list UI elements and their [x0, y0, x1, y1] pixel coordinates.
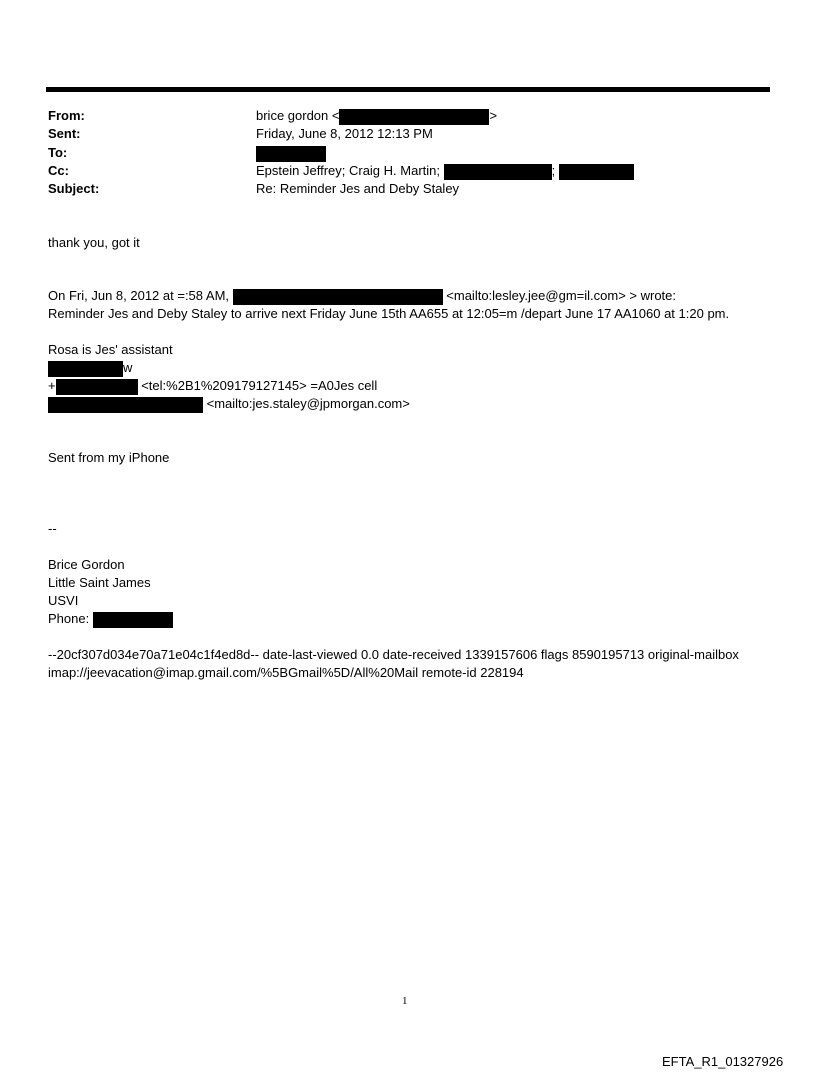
sent-value: Friday, June 8, 2012 12:13 PM [256, 126, 433, 141]
metadata-line-1: --20cf307d034e70a71e04c1f4ed8d-- date-last-viewed 0.0 date-received 1339157606 flags 8590195713 original-mailbox [48, 647, 739, 662]
to-value [256, 144, 326, 162]
header-rule [46, 87, 770, 92]
redaction-block [256, 146, 326, 162]
sent-label: Sent: [48, 126, 81, 141]
redaction-block [233, 289, 443, 305]
redaction-block [339, 109, 489, 125]
plus-sign: + [48, 378, 56, 393]
cc-separator: ; [551, 163, 556, 178]
tel-line [48, 377, 377, 395]
assistant-line: Rosa is Jes' assistant [48, 342, 173, 357]
subject-value: Re: Reminder Jes and Deby Staley [256, 181, 460, 196]
from-label: From: [48, 108, 85, 123]
signature-name: Brice Gordon [48, 557, 125, 572]
to-label: To: [48, 145, 68, 160]
redaction-block [559, 164, 634, 180]
page-number: 1 [402, 995, 408, 1007]
subject-label: Subject: [48, 181, 100, 196]
signature-region: USVI [48, 593, 79, 608]
phone-label: Phone: [48, 611, 90, 626]
reply-text: thank you, got it [48, 235, 140, 250]
sent-from: Sent from my iPhone [48, 450, 170, 465]
cc-value [256, 162, 634, 180]
redaction-block [56, 379, 138, 395]
document-id: EFTA_R1_01327926 [662, 1054, 784, 1069]
quote-intro-prefix: On Fri, Jun 8, 2012 at =:58 AM, [48, 288, 230, 303]
redaction-block [93, 612, 173, 628]
cc-names: Epstein Jeffrey; Craig H. Martin; [256, 163, 440, 178]
from-name: brice gordon < [256, 108, 340, 123]
redaction-block [444, 164, 552, 180]
reminder-line: Reminder Jes and Deby Staley to arrive next Friday June 15th AA655 at 12:05=m /depart June 17 AA1060 at 1:20 pm. [48, 306, 730, 321]
mailto-text: <mailto:jes.staley@jpmorgan.com> [206, 396, 410, 411]
redaction-block [48, 361, 123, 377]
cc-label: Cc: [48, 163, 69, 178]
from-close: > [489, 108, 498, 123]
signature-phone [48, 610, 173, 628]
metadata-line-2: imap://jeevacation@imap.gmail.com/%5BGmail%5D/All%20Mail remote-id 228194 [48, 665, 524, 680]
signature-separator: -- [48, 521, 57, 536]
from-value [256, 107, 497, 125]
quote-intro [48, 287, 676, 305]
signature-place: Little Saint James [48, 575, 151, 590]
mailto-line [48, 395, 410, 413]
redacted-line-w [48, 359, 132, 377]
w-marker: w [123, 360, 133, 375]
tel-text: <tel:%2B1%209179127145> =A0Jes cell [141, 378, 378, 393]
quote-intro-suffix: <mailto:lesley.jee@gm=il.com> > wrote: [446, 288, 676, 303]
redaction-block [48, 397, 203, 413]
